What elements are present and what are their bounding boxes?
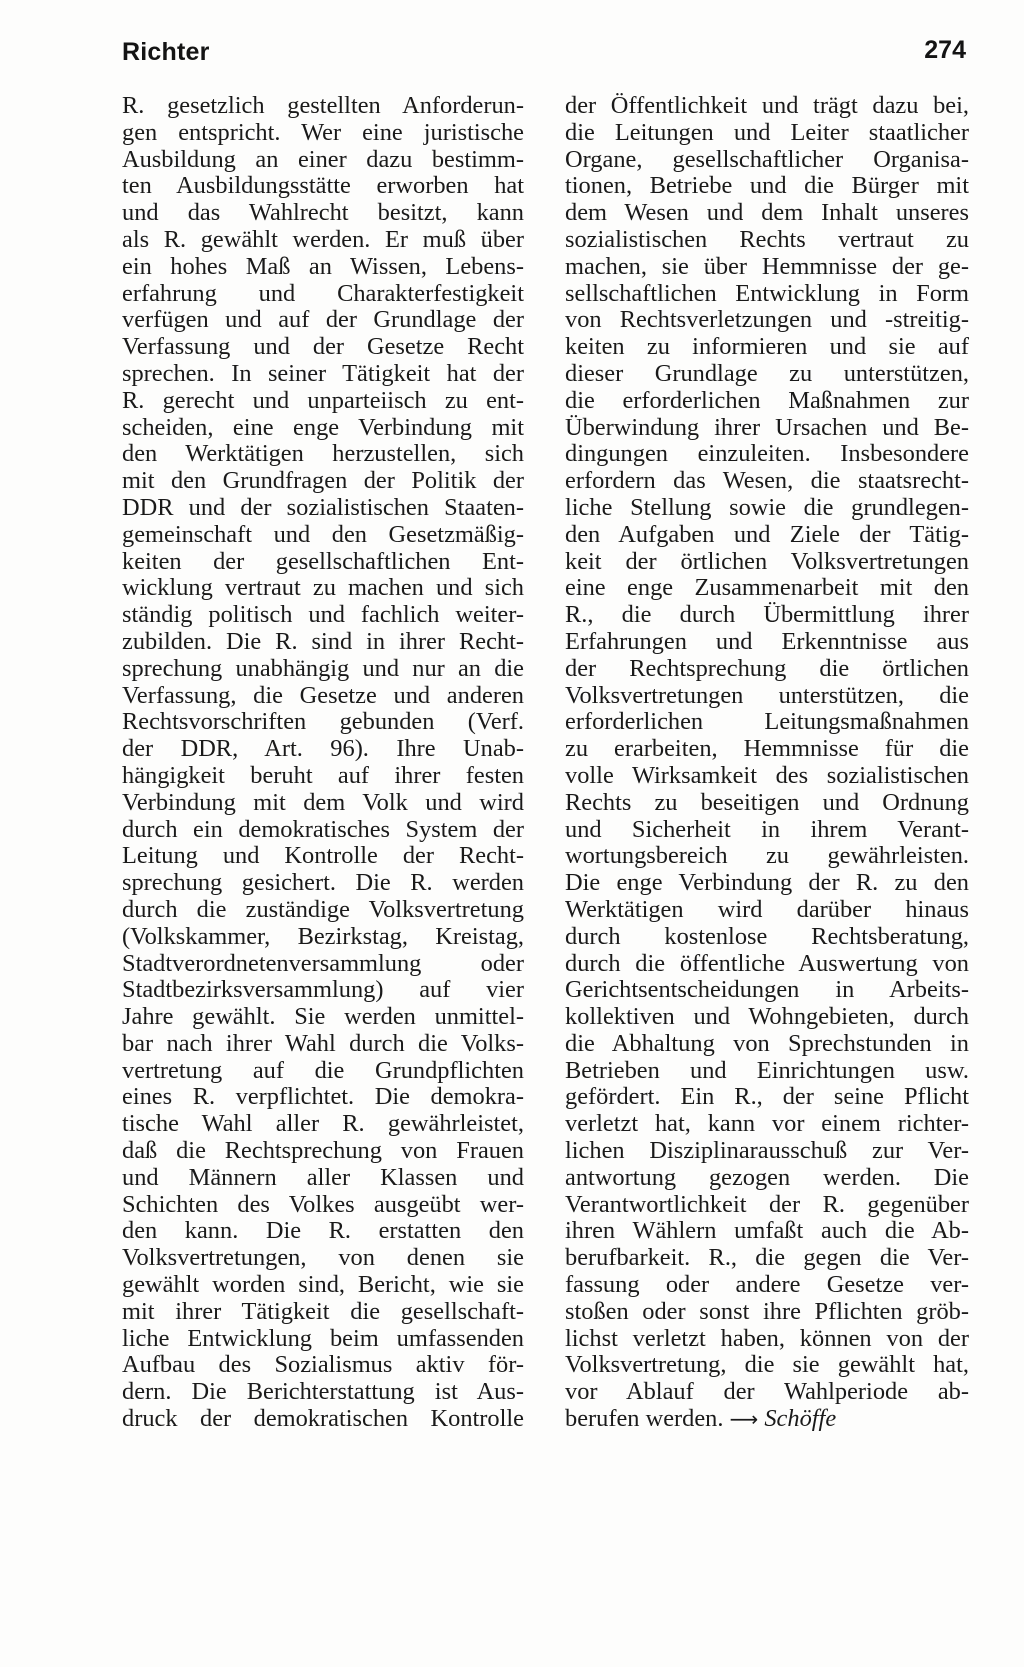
- text-line: der Rechtsprechung die örtlichen: [565, 654, 969, 682]
- text-line: wicklung vertraut zu machen und sich: [122, 574, 524, 602]
- text-line: antwortung gezogen werden. Die: [565, 1163, 969, 1191]
- text-line: Volksvertretungen, von denen sie: [122, 1244, 524, 1272]
- text-line: und Sicherheit in ihrem Verant-: [565, 815, 969, 843]
- text-line: stoßen oder sonst ihre Pflichten gröb-: [565, 1297, 969, 1325]
- text-line: vor Ablauf der Wahlperiode ab-: [565, 1378, 969, 1406]
- text-line: fassung oder andere Gesetze ver-: [565, 1271, 969, 1299]
- left-text-column: [122, 93, 524, 1433]
- text-line: tische Wahl aller R. gewährleistet,: [122, 1110, 524, 1138]
- text-line: ten Ausbildungsstätte erworben hat: [122, 172, 524, 200]
- text-line: und Männern aller Klassen und: [122, 1163, 524, 1191]
- text-line: sellschaftlichen Entwicklung in Form: [565, 279, 969, 307]
- text-line: Ausbildung an einer dazu bestimm-: [122, 145, 524, 173]
- text-line: zu erarbeiten, Hemmnisse für die: [565, 735, 969, 763]
- text-line: Volksvertretungen unterstützen, die: [565, 681, 969, 709]
- text-line: den Werktätigen herzustellen, sich: [122, 440, 524, 468]
- text-line: sprechung unabhängig und nur an die: [122, 654, 524, 682]
- text-line: Verantwortlichkeit der R. gegenüber: [565, 1190, 969, 1218]
- text-line: volle Wirksamkeit des sozialistischen: [565, 761, 969, 789]
- text-line: keiten zu informieren und sie auf: [565, 333, 969, 361]
- text-line: Aufbau des Sozialismus aktiv för-: [122, 1351, 524, 1379]
- text-line: mit ihrer Tätigkeit die gesellschaft-: [122, 1297, 524, 1325]
- text-line: mit den Grundfragen der Politik der: [122, 467, 524, 495]
- text-line: verletzt hat, kann vor einem richter-: [565, 1110, 969, 1138]
- text-line: Werktätigen wird darüber hinaus: [565, 895, 969, 923]
- text-line: bar nach ihrer Wahl durch die Volks-: [122, 1029, 524, 1057]
- final-line: [565, 1406, 969, 1433]
- text-line: kollektiven und Wohngebieten, durch: [565, 1003, 969, 1031]
- text-line: Rechtsvorschriften gebunden (Verf.: [122, 708, 524, 736]
- text-line: DDR und der sozialistischen Staaten-: [122, 493, 524, 521]
- text-line: eines R. verpflichtet. Die demokra-: [122, 1083, 524, 1111]
- text-line: ihren Wählern umfaßt auch die Ab-: [565, 1217, 969, 1245]
- text-line: liche Stellung sowie die grundlegen-: [565, 493, 969, 521]
- text-line: tionen, Betriebe und die Bürger mit: [565, 172, 969, 200]
- right-text-column: [565, 93, 969, 1433]
- text-line: dem Wesen und dem Inhalt unseres: [565, 199, 969, 227]
- text-line: Betrieben und Einrichtungen usw.: [565, 1056, 969, 1084]
- text-line: machen, sie über Hemmnisse der ge-: [565, 252, 969, 280]
- text-line: dern. Die Berichterstattung ist Aus-: [122, 1378, 524, 1406]
- text-line: die Abhaltung von Sprechstunden in: [565, 1029, 969, 1057]
- text-line: den Aufgaben und Ziele der Tätig-: [565, 520, 969, 548]
- text-line: Schichten des Volkes ausgeübt wer-: [122, 1190, 524, 1218]
- text-line: gefördert. Ein R., der seine Pflicht: [565, 1083, 969, 1111]
- text-line: keit der örtlichen Volksvertretungen: [565, 547, 969, 575]
- text-line: durch ein demokratisches System der: [122, 815, 524, 843]
- text-line: sprechung gesichert. Die R. werden: [122, 869, 524, 897]
- running-head: Richter: [122, 38, 210, 66]
- text-line: dieser Grundlage zu unterstützen,: [565, 359, 969, 387]
- text-line: durch kostenlose Rechtsberatung,: [565, 922, 969, 950]
- text-line: Gerichtsentscheidungen in Arbeits-: [565, 976, 969, 1004]
- text-line: Rechts zu beseitigen und Ordnung: [565, 788, 969, 816]
- text-line: ein hohes Maß an Wissen, Lebens-: [122, 252, 524, 280]
- text-line: berufbarkeit. R., die gegen die Ver-: [565, 1244, 969, 1272]
- final-line-text: berufen werden.: [565, 1405, 724, 1433]
- text-line: scheiden, eine enge Verbindung mit: [122, 413, 524, 441]
- text-line: Stadtverordnetenversammlung oder: [122, 949, 524, 977]
- page-number: 274: [924, 36, 966, 64]
- text-line: Überwindung ihrer Ursachen und Be-: [565, 413, 969, 441]
- text-line: eine enge Zusammenarbeit mit den: [565, 574, 969, 602]
- text-line: daß die Rechtsprechung von Frauen: [122, 1137, 524, 1165]
- text-line: hängigkeit beruht auf ihrer festen: [122, 761, 524, 789]
- text-line: von Rechtsverletzungen und -streitig-: [565, 306, 969, 334]
- text-line: die Leitungen und Leiter staatlicher: [565, 118, 969, 146]
- text-line: zubilden. Die R. sind in ihrer Recht-: [122, 627, 524, 655]
- text-line: Volksvertretung, die sie gewählt hat,: [565, 1351, 969, 1379]
- text-line: durch die zuständige Volksvertretung: [122, 895, 524, 923]
- text-line: erforderlichen Leitungsmaßnahmen: [565, 708, 969, 736]
- text-line: Verfassung, die Gesetze und anderen: [122, 681, 524, 709]
- text-line: sprechen. In seiner Tätigkeit hat der: [122, 359, 524, 387]
- right-column-body: [565, 93, 969, 1406]
- text-line: Verfassung und der Gesetze Recht: [122, 333, 524, 361]
- text-line: lichen Disziplinarausschuß zur Ver-: [565, 1137, 969, 1165]
- text-line: Die enge Verbindung der R. zu den: [565, 869, 969, 897]
- text-line: druck der demokratischen Kontrolle: [122, 1405, 524, 1433]
- text-line: Verbindung mit dem Volk und wird: [122, 788, 524, 816]
- text-line: lichst verletzt haben, können von der: [565, 1324, 969, 1352]
- text-line: Erfahrungen und Erkenntnisse aus: [565, 627, 969, 655]
- text-line: Leitung und Kontrolle der Recht-: [122, 842, 524, 870]
- text-line: als R. gewählt werden. Er muß über: [122, 225, 524, 253]
- text-line: R., die durch Übermittlung ihrer: [565, 601, 969, 629]
- text-line: vertretung auf die Grundpflichten: [122, 1056, 524, 1084]
- cross-reference-arrow-icon: ⟶: [729, 1407, 759, 1432]
- text-line: die erforderlichen Maßnahmen zur: [565, 386, 969, 414]
- text-line: durch die öffentliche Auswertung von: [565, 949, 969, 977]
- text-line: Organe, gesellschaftlicher Organisa-: [565, 145, 969, 173]
- text-line: liche Entwicklung beim umfassenden: [122, 1324, 524, 1352]
- text-line: gen entspricht. Wer eine juristische: [122, 118, 524, 146]
- text-line: Jahre gewählt. Sie werden unmittel-: [122, 1003, 524, 1031]
- text-line: verfügen und auf der Grundlage der: [122, 306, 524, 334]
- text-line: der Öffentlichkeit und trägt dazu bei,: [565, 92, 969, 119]
- text-line: R. gerecht und unparteiisch zu ent-: [122, 386, 524, 414]
- text-line: sozialistischen Rechts vertraut zu: [565, 225, 969, 253]
- text-line: gemeinschaft und den Gesetzmäßig-: [122, 520, 524, 548]
- text-line: (Volkskammer, Bezirkstag, Kreistag,: [122, 922, 524, 950]
- text-line: ständig politisch und fachlich weiter-: [122, 601, 524, 629]
- text-line: erfordern das Wesen, die staatsrecht-: [565, 467, 969, 495]
- text-line: wortungsbereich zu gewährleisten.: [565, 842, 969, 870]
- text-line: den kann. Die R. erstatten den: [122, 1217, 524, 1245]
- text-line: Stadtbezirksversammlung) auf vier: [122, 976, 524, 1004]
- text-line: der DDR, Art. 96). Ihre Unab-: [122, 735, 524, 763]
- text-line: erfahrung und Charakterfestigkeit: [122, 279, 524, 307]
- text-line: dingungen einzuleiten. Insbesondere: [565, 440, 969, 468]
- text-line: und das Wahlrecht besitzt, kann: [122, 199, 524, 227]
- text-line: keiten der gesellschaftlichen Ent-: [122, 547, 524, 575]
- text-line: R. gesetzlich gestellten Anforderun-: [122, 92, 524, 119]
- cross-reference-link[interactable]: Schöffe: [764, 1405, 837, 1433]
- text-line: gewählt worden sind, Bericht, wie sie: [122, 1271, 524, 1299]
